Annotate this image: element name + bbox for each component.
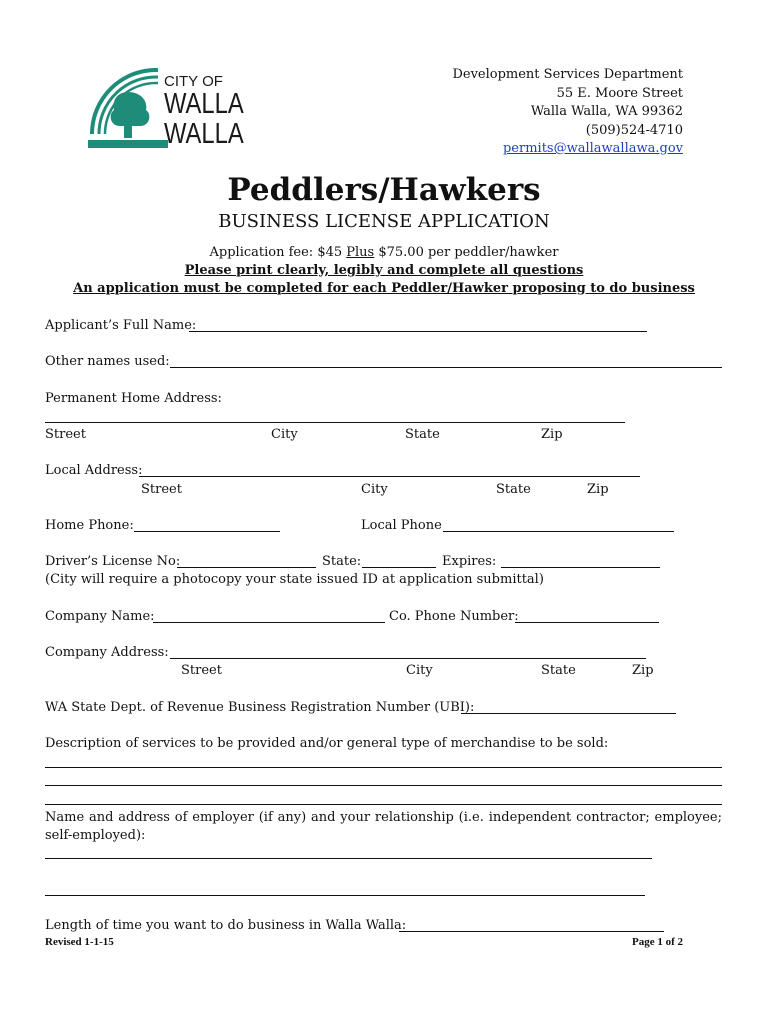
perm-city-label: City [271,427,298,442]
company-address-field[interactable] [170,658,646,659]
local-street-label: Street [141,482,182,497]
home-phone-field[interactable] [134,531,280,532]
tree-emblem-icon [88,68,168,152]
home-phone-label: Home Phone: [45,518,134,533]
revised-date: Revised 1-1-15 [45,936,114,948]
perm-zip-label: Zip [541,427,563,442]
length-of-time-label: Length of time you want to do business in Walla Walla: [45,918,407,933]
company-name-label: Company Name: [45,609,155,624]
local-address-field[interactable] [139,476,640,477]
department-city: Walla Walla, WA 99362 [530,104,683,119]
local-address-label: Local Address: [45,463,143,478]
permanent-address-field[interactable] [45,422,625,423]
department-phone: (509)524-4710 [585,122,683,138]
permanent-address-label: Permanent Home Address: [45,391,222,406]
other-names-label: Other names used: [45,354,170,369]
city-logo [88,68,248,152]
co-phone-label: Co. Phone Number: [389,609,519,624]
full-name-field[interactable] [189,331,647,332]
page-number: Page 1 of 2 [632,936,684,948]
drivers-license-field[interactable] [177,567,316,568]
local-city-label: City [361,482,388,497]
logo-walla-1: WALLA [164,88,244,120]
co-city-label: City [406,663,433,678]
department-name: Development Services Department [452,67,683,82]
employer-line-1[interactable] [45,858,652,859]
description-line-2[interactable] [45,785,722,786]
license-expires-label: Expires: [442,554,497,569]
co-street-label: Street [181,663,222,678]
other-names-field[interactable] [170,367,722,368]
description-line-3[interactable] [45,804,722,805]
id-note: (City will require a photocopy your state issued ID at application submittal) [45,572,544,587]
co-zip-label: Zip [632,663,654,678]
company-name-field[interactable] [153,622,385,623]
local-phone-label: Local Phone [361,518,442,533]
logo-city-of: CITY OF [164,73,223,90]
description-line-1[interactable] [45,767,722,768]
fee-plus: Plus [346,245,375,260]
length-of-time-field[interactable] [399,931,664,932]
fee-suffix: $75.00 per peddler/hawker [374,245,559,260]
description-label: Description of services to be provided and/or general type of merchandise to be sold: [45,736,609,751]
local-phone-field[interactable] [443,531,674,532]
department-email-link[interactable]: permits@wallawallawa.gov [502,141,683,156]
instruction-each-peddler: An application must be completed for each Peddler/Hawker proposing to do business [73,281,695,296]
local-zip-label: Zip [587,482,609,497]
company-address-label: Company Address: [45,645,169,660]
application-fee [0,245,768,260]
employer-label: Name and address of employer (if any) and your relationship (i.e. independent contractor; employee; self-employed): [45,810,722,843]
instruction-print-clearly: Please print clearly, legibly and complete all questions [184,263,584,278]
license-state-field[interactable] [362,567,436,568]
department-address-block [452,66,683,159]
full-name-label: Applicant’s Full Name: [45,318,197,333]
perm-state-label: State [405,427,440,442]
ubi-field[interactable] [461,713,676,714]
co-state-label: State [541,663,576,678]
perm-street-label: Street [45,427,86,442]
drivers-license-label: Driver’s License No: [45,554,181,569]
local-state-label: State [496,482,531,497]
page-title: Peddlers/Hawkers [227,172,541,208]
ubi-label: WA State Dept. of Revenue Business Registration Number (UBI): [45,700,475,715]
employer-line-2[interactable] [45,895,645,896]
license-state-label: State: [322,554,362,569]
co-phone-field[interactable] [515,622,659,623]
license-expires-field[interactable] [501,567,660,568]
page-subtitle: BUSINESS LICENSE APPLICATION [218,211,550,232]
department-street: 55 E. Moore Street [556,85,683,101]
fee-prefix: Application fee: $45 [209,245,347,260]
logo-walla-2: WALLA [164,118,244,150]
